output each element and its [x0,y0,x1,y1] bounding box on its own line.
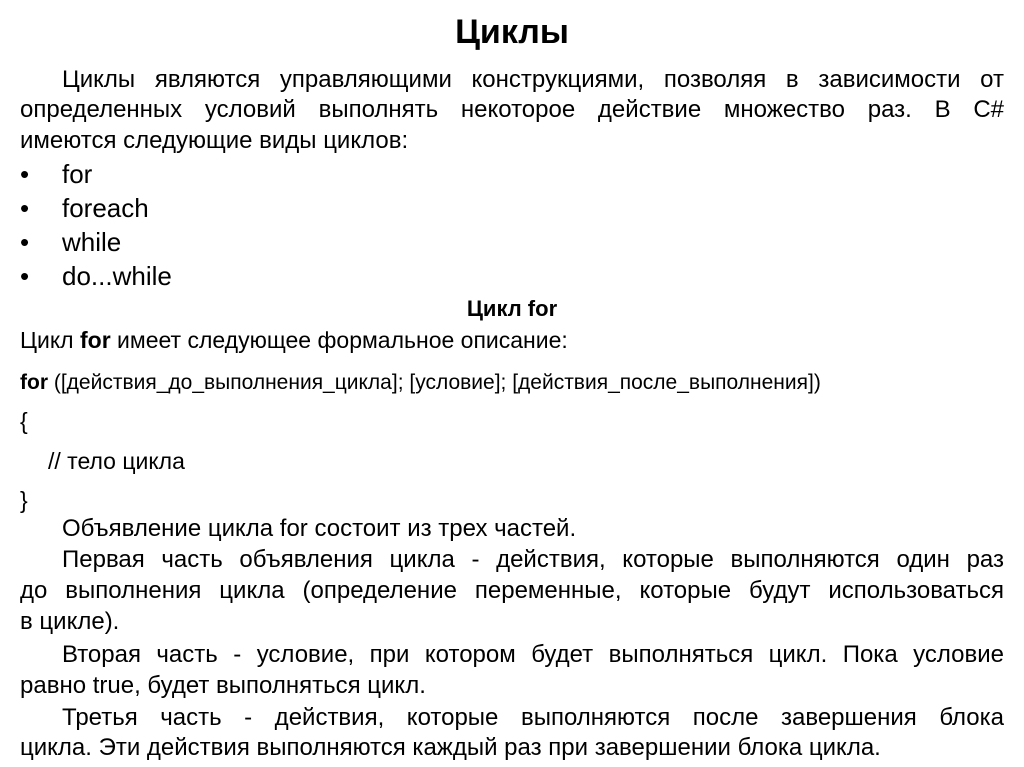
list-item [20,261,172,291]
paragraph-line: до выполнения цикла (определение переменные, которые будут использоваться [20,577,1004,604]
list-item [20,159,92,189]
description-line: Цикл for имеет следующее формальное описание: [20,327,568,353]
intro-line: имеются следующие виды циклов: [20,127,409,154]
paragraph-line: Третья часть - действия, которые выполняются после завершения блока [62,704,1004,731]
syntax-open-brace: { [20,408,28,434]
page-title: Циклы [455,13,569,51]
paragraph-line: цикла. Эти действия выполняются каждый раз при завершении блока цикла. [20,734,881,761]
paragraph-line: в цикле). [20,608,120,635]
syntax-close-brace: } [20,487,28,513]
syntax-line: for ([действия_до_выполнения_цикла]; [условие]; [действия_после_выполнения]) [20,371,821,394]
bullet-icon: • [20,159,30,189]
paragraph-line: Первая часть объявления цикла - действия, которые выполняются один раз [62,546,1004,573]
intro-line: Циклы являются управляющими конструкциями, позволяя в зависимости от [62,66,1004,93]
list-item-text: foreach [62,193,149,223]
bullet-icon: • [20,227,30,257]
bullet-icon: • [20,261,30,291]
bullet-icon: • [20,193,30,223]
syntax-body-comment: // тело цикла [48,448,185,474]
list-item [20,193,149,223]
paragraph-line: Объявление цикла for состоит из трех частей. [62,515,577,542]
section-heading: Цикл for [466,296,558,321]
paragraph-line: Вторая часть - условие, при котором будет выполняться цикл. Пока условие [62,641,1004,668]
list-item-text: while [62,227,122,257]
list-item-text: for [62,159,93,189]
list-item-text: do...while [62,261,172,291]
paragraph-line: равно true, будет выполняться цикл. [20,672,426,699]
list-item [20,227,121,257]
intro-line: определенных условий выполнять некоторое действие множество раз. В C# [20,96,1004,123]
